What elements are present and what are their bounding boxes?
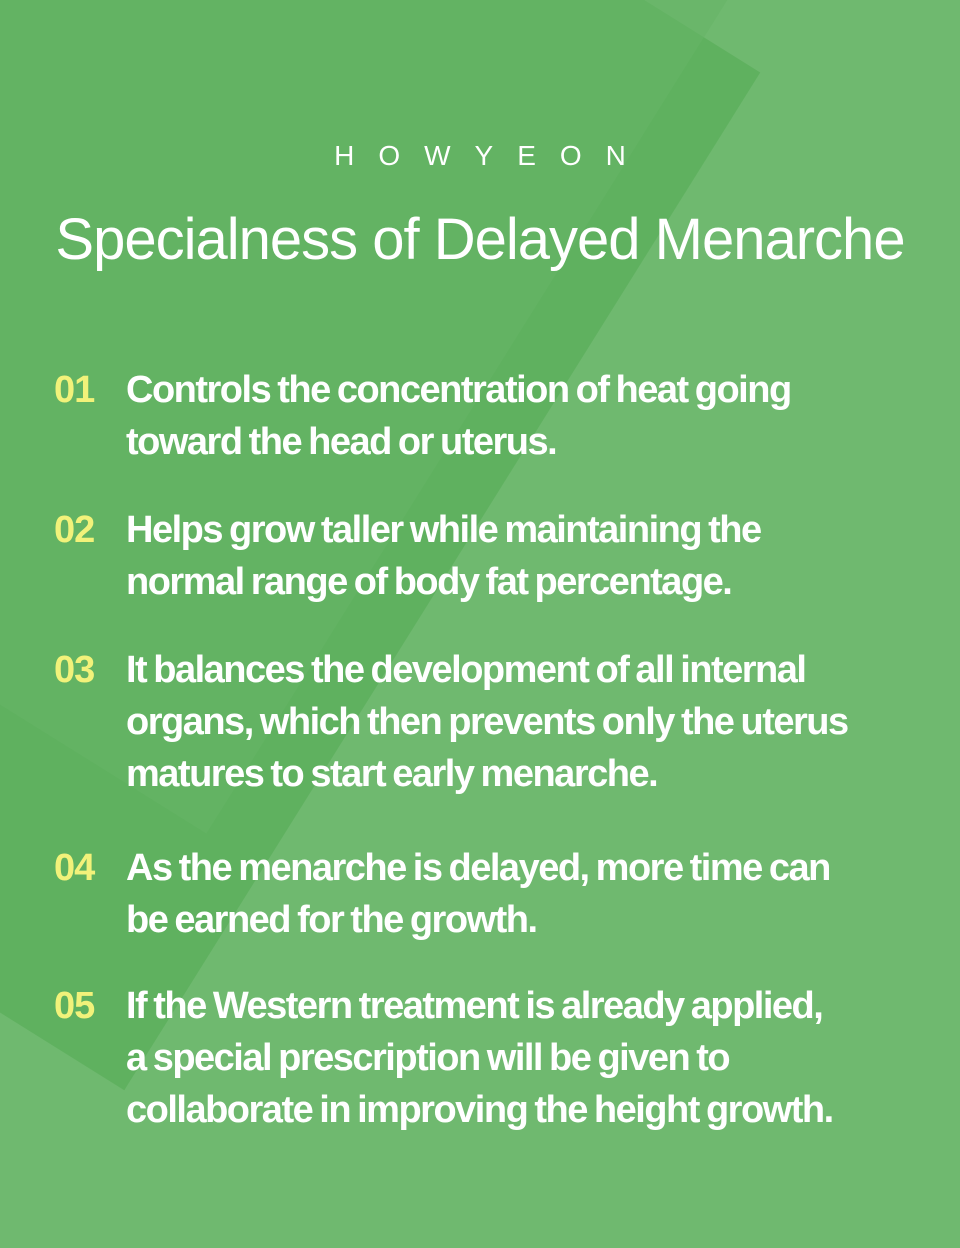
item-number: 02 [54,509,95,551]
item-number: 03 [54,649,95,691]
item-number: 04 [54,847,95,889]
list-item [54,842,934,946]
page-title: Specialness of Delayed Menarche [55,207,905,272]
list-item [54,504,934,608]
item-number: 05 [54,985,95,1027]
item-text: If the Western treatment is already applied, a special prescription will be given to collaborate in improving the height growth. [126,985,833,1131]
item-number: 01 [54,369,95,411]
list-item [54,644,934,800]
item-text: Helps grow taller while maintaining the normal range of body fat percentage. [126,509,761,603]
item-text: It balances the development of all internal organs, which then prevents only the uterus matures to start early menarche. [126,649,848,795]
brand-name: HOWYEON [334,140,650,171]
item-text: As the menarche is delayed, more time can be earned for the growth. [126,847,830,941]
list-item [54,980,934,1136]
list-item [54,364,934,468]
item-text: Controls the concentration of heat going toward the head or uterus. [126,369,791,463]
feature-list [54,364,934,1136]
